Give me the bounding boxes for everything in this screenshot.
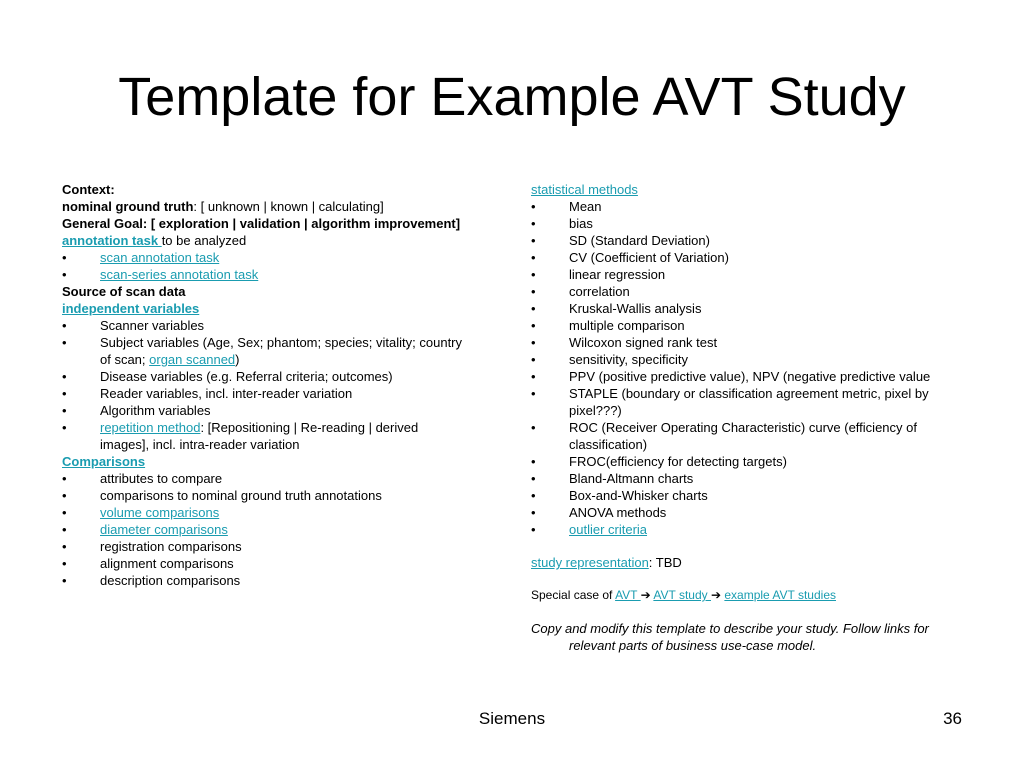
footer-company: Siemens: [478, 709, 546, 728]
bullet-icon: •: [531, 216, 536, 231]
bullet-icon: •: [62, 471, 67, 486]
organ-scanned-link[interactable]: organ scanned: [149, 352, 236, 367]
bullet-icon: •: [531, 420, 536, 435]
bullet-icon: •: [531, 318, 536, 333]
avt-study-link[interactable]: AVT study: [653, 588, 711, 602]
bullet-icon: •: [62, 335, 67, 350]
method-text: FROC(efficiency for detecting targets): [569, 454, 787, 469]
bullet-icon: •: [62, 505, 67, 520]
method-text: multiple comparison: [569, 318, 685, 333]
bullet-icon: •: [531, 488, 536, 503]
list-item: [62, 555, 462, 572]
method-text: bias: [569, 216, 593, 231]
list-item: [62, 317, 462, 334]
bullet-icon: •: [531, 250, 536, 265]
arrow-right-icon: ➔: [640, 588, 651, 602]
statistical-methods-link[interactable]: statistical methods: [531, 182, 638, 197]
var-scanner: Scanner variables: [100, 318, 205, 333]
list-item: [531, 266, 971, 283]
var-reader: Reader variables, incl. inter-reader variation: [100, 386, 353, 401]
list-item: [531, 334, 971, 351]
avt-link[interactable]: AVT: [615, 588, 641, 602]
method-text: ROC (Receiver Operating Characteristic) curve (efficiency of classification): [569, 420, 917, 452]
scan-series-annotation-task-link[interactable]: scan-series annotation task: [100, 267, 259, 282]
arrow-right-icon: ➔: [710, 588, 722, 602]
list-item: [531, 300, 971, 317]
bullet-icon: •: [531, 301, 536, 316]
method-text: correlation: [569, 284, 630, 299]
bullet-icon: •: [531, 267, 536, 282]
list-item: [531, 521, 971, 538]
list-item: [62, 487, 462, 504]
list-item: [62, 419, 462, 453]
method-text: SD (Standard Deviation): [569, 233, 710, 248]
bullet-icon: •: [62, 250, 67, 265]
left-column: [62, 181, 462, 589]
annotation-task-suffix: to be analyzed: [161, 233, 247, 248]
bullet-icon: •: [62, 556, 67, 571]
var-repetition-suffix: : [Repositioning | Re-reading | derived images], incl. intra-reader variation: [100, 420, 419, 452]
page-number: 36: [943, 709, 962, 728]
bullet-icon: •: [62, 522, 67, 537]
method-text: Kruskal-Wallis analysis: [569, 301, 702, 316]
list-item: [531, 487, 971, 504]
var-subject-suffix: ): [235, 352, 240, 367]
list-item: [531, 351, 971, 368]
list-item: [62, 368, 462, 385]
bullet-icon: •: [531, 522, 536, 537]
list-item: [62, 521, 462, 538]
list-item: [62, 470, 462, 487]
bullet-icon: •: [62, 573, 67, 588]
list-item: [531, 368, 971, 385]
list-item: [531, 215, 971, 232]
bullet-icon: •: [531, 386, 536, 401]
bullet-icon: •: [62, 267, 67, 282]
comp-description: description comparisons: [100, 573, 241, 588]
volume-comparisons-link[interactable]: volume comparisons: [100, 505, 220, 520]
bullet-icon: •: [62, 318, 67, 333]
method-text: Box-and-Whisker charts: [569, 488, 708, 503]
bullet-icon: •: [531, 369, 536, 384]
list-item: [531, 504, 971, 521]
bullet-icon: •: [531, 471, 536, 486]
var-subject-prefix: Subject variables (Age, Sex; phantom; species; vitality; country of scan;: [100, 335, 463, 367]
special-case-line: [531, 587, 971, 604]
var-disease: Disease variables (e.g. Referral criteria; outcomes): [100, 369, 393, 384]
ngt-value: : [ unknown | known | calculating]: [193, 199, 384, 214]
annotation-task-link[interactable]: annotation task: [62, 233, 162, 248]
scan-annotation-task-link[interactable]: scan annotation task: [100, 250, 220, 265]
list-item: [62, 538, 462, 555]
slide-title: Template for Example AVT Study: [118, 67, 906, 127]
statistical-methods-list: [531, 198, 971, 521]
list-item: [531, 470, 971, 487]
comp-attributes: attributes to compare: [100, 471, 223, 486]
outlier-criteria-link[interactable]: outlier criteria: [569, 522, 648, 537]
source-label: Source of scan data: [62, 284, 186, 299]
general-goal: General Goal: [ exploration | validation | algorithm improvement]: [62, 216, 461, 231]
list-item: [62, 504, 462, 521]
instructions-text: Copy and modify this template to describe your study. Follow links for relevant parts of business use-case model.: [531, 621, 929, 653]
example-avt-studies-link[interactable]: example AVT studies: [724, 588, 836, 602]
bullet-icon: •: [531, 233, 536, 248]
diameter-comparisons-link[interactable]: diameter comparisons: [100, 522, 228, 537]
bullet-icon: •: [62, 488, 67, 503]
special-case-prefix: Special case of: [531, 588, 616, 602]
ngt-label: nominal ground truth: [62, 199, 194, 214]
independent-variables-link[interactable]: independent variables: [62, 301, 200, 316]
bullet-icon: •: [62, 386, 67, 401]
nominal-ground-truth-line: [62, 198, 462, 215]
method-text: Bland-Altmann charts: [569, 471, 694, 486]
list-item: [531, 249, 971, 266]
list-item: [531, 419, 971, 453]
list-item: [62, 402, 462, 419]
bullet-icon: •: [531, 284, 536, 299]
method-text: PPV (positive predictive value), NPV (negative predictive value: [569, 369, 931, 384]
bullet-icon: •: [531, 335, 536, 350]
list-item: [531, 198, 971, 215]
comparisons-link[interactable]: Comparisons: [62, 454, 146, 469]
bullet-icon: •: [62, 403, 67, 418]
method-text: Mean: [569, 199, 602, 214]
bullet-icon: •: [531, 352, 536, 367]
method-text: CV (Coefficient of Variation): [569, 250, 729, 265]
list-item: [531, 453, 971, 470]
bullet-icon: •: [531, 454, 536, 469]
list-item: [531, 283, 971, 300]
list-item: [62, 334, 462, 368]
bullet-icon: •: [531, 199, 536, 214]
list-item: [531, 232, 971, 249]
list-item: [62, 249, 462, 266]
method-text: linear regression: [569, 267, 666, 282]
list-item: [531, 317, 971, 334]
bullet-icon: •: [62, 420, 67, 435]
study-representation-value: : TBD: [648, 555, 682, 570]
method-text: ANOVA methods: [569, 505, 667, 520]
var-algorithm: Algorithm variables: [100, 403, 211, 418]
annotation-task-line: [62, 232, 462, 249]
method-text: STAPLE (boundary or classification agreement metric, pixel by pixel???): [569, 386, 929, 418]
method-text: sensitivity, specificity: [569, 352, 688, 367]
comp-nominal: comparisons to nominal ground truth annotations: [100, 488, 382, 503]
study-representation-line: [531, 554, 971, 571]
list-item: [62, 572, 462, 589]
method-text: Wilcoxon signed rank test: [569, 335, 718, 350]
bullet-icon: •: [62, 539, 67, 554]
right-column: [531, 181, 971, 654]
list-item: [62, 385, 462, 402]
list-item: [62, 266, 462, 283]
repetition-method-link[interactable]: repetition method: [100, 420, 201, 435]
comp-alignment: alignment comparisons: [100, 556, 234, 571]
bullet-icon: •: [531, 505, 536, 520]
context-label: Context:: [62, 182, 115, 197]
comp-registration: registration comparisons: [100, 539, 242, 554]
list-item: [531, 385, 971, 419]
bullet-icon: •: [62, 369, 67, 384]
study-representation-link[interactable]: study representation: [531, 555, 649, 570]
